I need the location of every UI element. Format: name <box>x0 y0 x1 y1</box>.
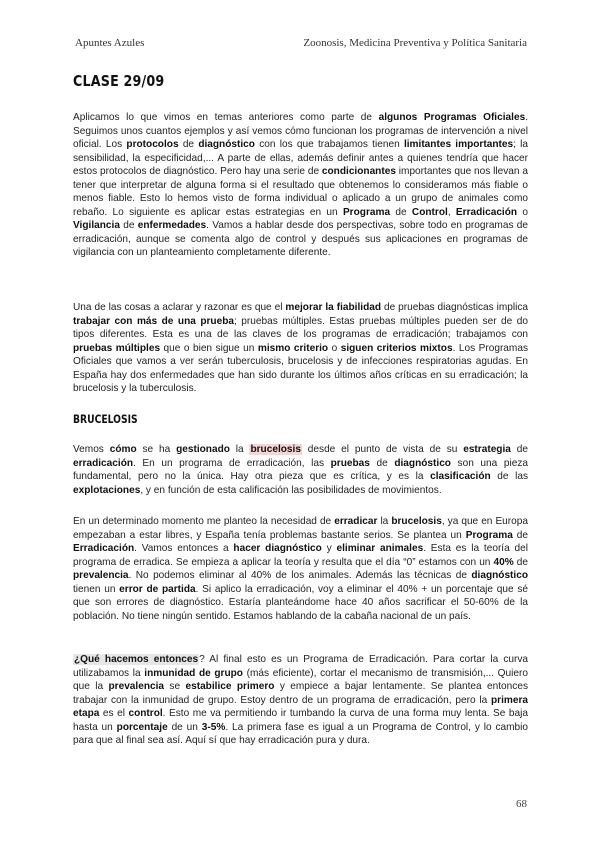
paragraph-intro: Aplicamos lo que vimos en temas anteriores como parte de algunos Programas Oficiales. Seguimos unos cuantos ejemplos y así vemos cómo funcionan los programas de intervención a nivel oficial. Los protocolos de diagnóstico con los que trabajamos tienen limitantes importantes; la sensibilidad, la especificidad,... A parte de ellas, además definir antes a quienes tendría que hacer estos protocolos de diagnóstico. Pero hay una serie de condicionantes importantes que nos llevan a tener que interpretar de alguna forma si el resultado que obtenemos lo consideramos más fiable o menos fiable. Esto lo hemos visto de forma individual o aplicado a un grupo de animales como rebaño. Lo siguiente es aplicar estas estrategias en un Programa de Control, Erradicación o Vigilancia de enfermedades. Vamos a hablar desde dos perspectivas, sobre todo en programas de erradicación, aunque se comenta algo de control y después sus aplicaciones en programas de vigilancia con un planteamiento completamente diferente. <box>73 112 528 258</box>
header-left: Apuntes Azules <box>75 37 145 49</box>
page-title: CLASE 29/09 <box>73 72 165 90</box>
paragraph-erradicacion: En un determinado momento me planteo la necesidad de erradicar la brucelosis, ya que en Europa empezaban a estar libres, y España tenía problemas bastante serios. Se plantea un Programa de Erradicación. Vamos entonces a hacer diagnóstico y eliminar animales. Esta es la teoría del programa de erradica. Se empieza a aplicar la teoría y resulta que el día “0” estamos con un 40% de prevalencia. No podemos eliminar al 40% de los animales. Además las técnicas de diagnóstico tienen un error de partida. Si aplico la erradicación, voy a eliminar el 40% + un porcentaje que sé que son errores de diagnóstico. Estaría planteándome hace 40 años sacrificar el 50-60% de la población. No tiene ningún sentido. Estamos hablando de la cabaña nacional de un país. <box>73 516 528 622</box>
paragraph-que-hacemos: ¿Qué hacemos entonces? Al final esto es un Programa de Erradicación. Para cortar la curva utilizabamos la inmunidad de grupo (más eficiente), cortar el mecanismo de transmisión,... Quiero que la prevalencia se estabilice primero y empiece a bajar lentamente. Se plantea entonces trabajar con la inmunidad de grupo. Estoy dentro de un programa de erradicación, pero la primera etapa es el control. Esto me va permitiendo ir tumbando la curva de una forma muy lenta. Se baja hasta un porcentaje de un 3-5%. La primera fase es igual a un Programa de Control, y lo cambio para que al final sea así. Aquí sí que hay erradicación pura y dura. <box>73 654 529 746</box>
paragraph-gestion: Vemos cómo se ha gestionado la brucelosis desde el punto de vista de su estrategia de erradicación. En un programa de erradicación, las pruebas de diagnóstico son una pieza fundamental, pero no la única. Hay otra pieza que es crítica, y es la clasificación de las explotaciones, y en función de esta calificación las posibilidades de movimientos. <box>73 444 528 496</box>
header-right: Zoonosis, Medicina Preventiva y Política Sanitaria <box>303 37 527 49</box>
page-number: 68 <box>516 798 527 810</box>
section-heading-brucelosis: BRUCELOSIS <box>73 412 138 426</box>
paragraph-pruebas-multiples: Una de las cosas a aclarar y razonar es que el mejorar la fiabilidad de pruebas diagnósticas implica trabajar con más de una prueba; pruebas múltiples. Estas pruebas múltiples pueden ser de do tipos diferentes. Esta es una de las claves de los programas de erradicación; trabajamos con pruebas múltiples que o bien sigue un mismo criterio o siguen criterios mixtos. Los Programas Oficiales que vamos a ver serán tuberculosis, brucelosis y de infecciones respiratorias agudas. En España hay dos enfermedades que han sido durante los últimos años críticas en su erradicación; la brucelosis y la tuberculosis. <box>73 302 528 394</box>
